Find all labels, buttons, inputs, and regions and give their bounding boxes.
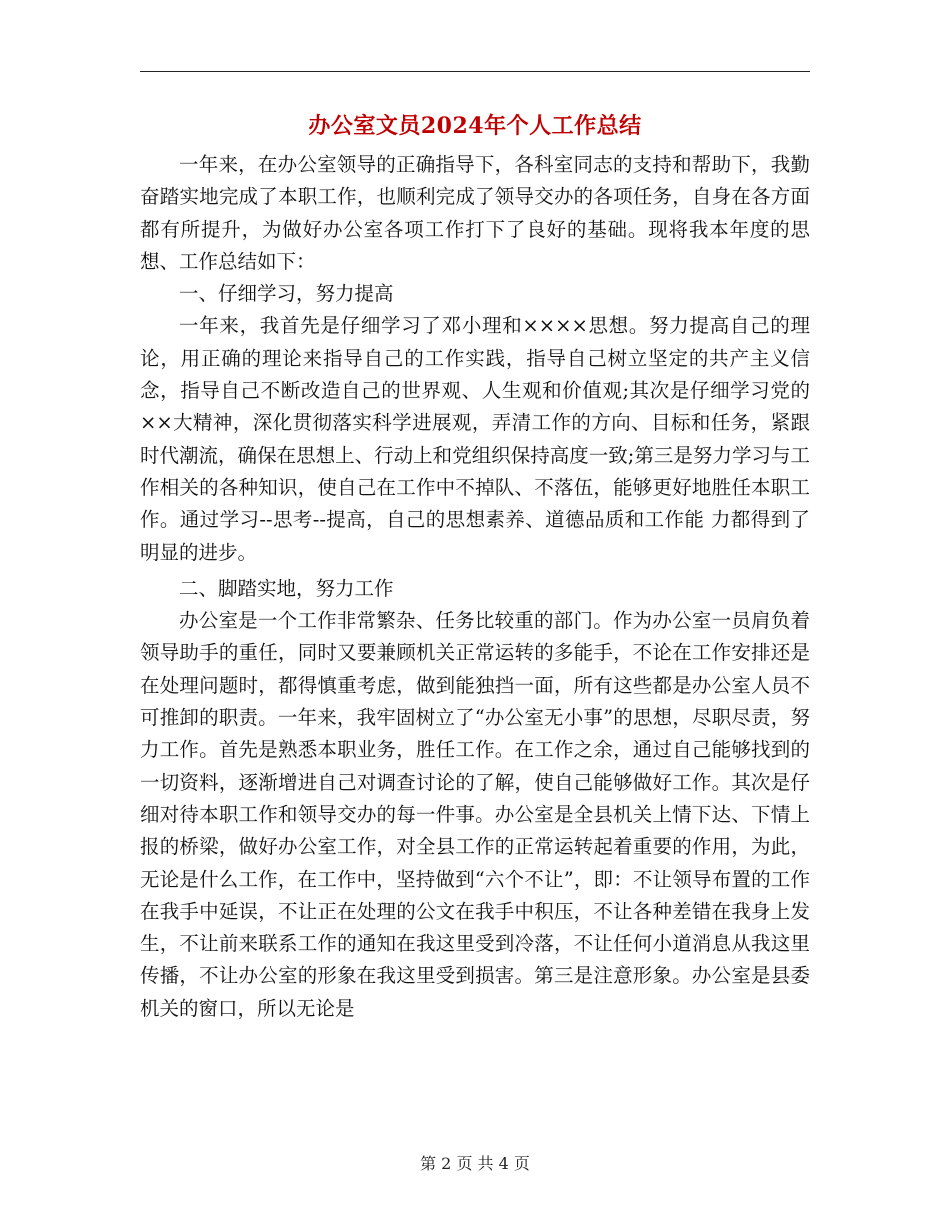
paragraph-study: 一年来，我首先是仔细学习了邓小理和××××思想。努力提高自己的理论，用正确的理论来指导自己的工作实践，指导自己树立坚定的共产主义信念，指导自己不断改造自己的世界观、人生观和价值观;其次是仔细学习党的××大精神，深化贯彻落实科学进展观，弄清工作的方向、目标和任务，紧跟时代潮流，确保在思想上、行动上和党组织保持高度一致;第三是努力学习与工作相关的各种知识，使自己在工作中不掉队、不落伍，能够更好地胜任本职工作。通过学习--思考--提高，自己的思想素养、道德品质和工作能 力都得到了明显的进步。	[140, 314, 810, 564]
document-body	[140, 149, 810, 1025]
section-heading-1: 一、仔细学习，努力提高	[179, 282, 394, 306]
header-rule	[140, 71, 810, 72]
section-heading-2: 二、脚踏实地，努力工作	[179, 576, 394, 600]
document-title: 办公室文员2024年个人工作总结	[308, 113, 642, 139]
paragraph-intro: 一年来，在办公室领导的正确指导下，各科室同志的支持和帮助下，我勤奋踏实地完成了本职工作，也顺利完成了领导交办的各项任务，自身在各方面都有所提升，为做好办公室各项工作打下了良好的基础。现将我本年度的思想、工作总结如下：	[140, 153, 810, 273]
paragraph-work: 办公室是一个工作非常繁杂、任务比较重的部门。作为办公室一员肩负着领导助手的重任，同时又要兼顾机关正常运转的多能手，不论在工作安排还是在处理问题时，都得慎重考虑，做到能独挡一面，所有这些都是办公室人员不可推卸的职责。一年来，我牢固树立了“办公室无小事”的思想，尽职尽责，努力工作。首先是熟悉本职业务，胜任工作。在工作之余，通过自己能够找到的一切资料，逐渐增进自己对调查讨论的了解，使自己能够做好工作。其次是仔细对待本职工作和领导交办的每一件事。办公室是全县机关上情下达、下情上报的桥梁，做好办公室工作，对全县工作的正常运转起着重要的作用，为此，无论是什么工作，在工作中，坚持做到“六个不让”，即：不让领导布置的工作在我手中延误，不让正在处理的公文在我手中积压，不让各种差错在我身上发生，不让前来联系工作的通知在我这里受到冷落，不让任何小道消息从我这里传播，不让办公室的形象在我这里受到损害。第三是注意形象。办公室是县委机关的窗口，所以无论是	[140, 609, 810, 1020]
page-footer: 第 2 页 共 4 页	[420, 1154, 530, 1173]
